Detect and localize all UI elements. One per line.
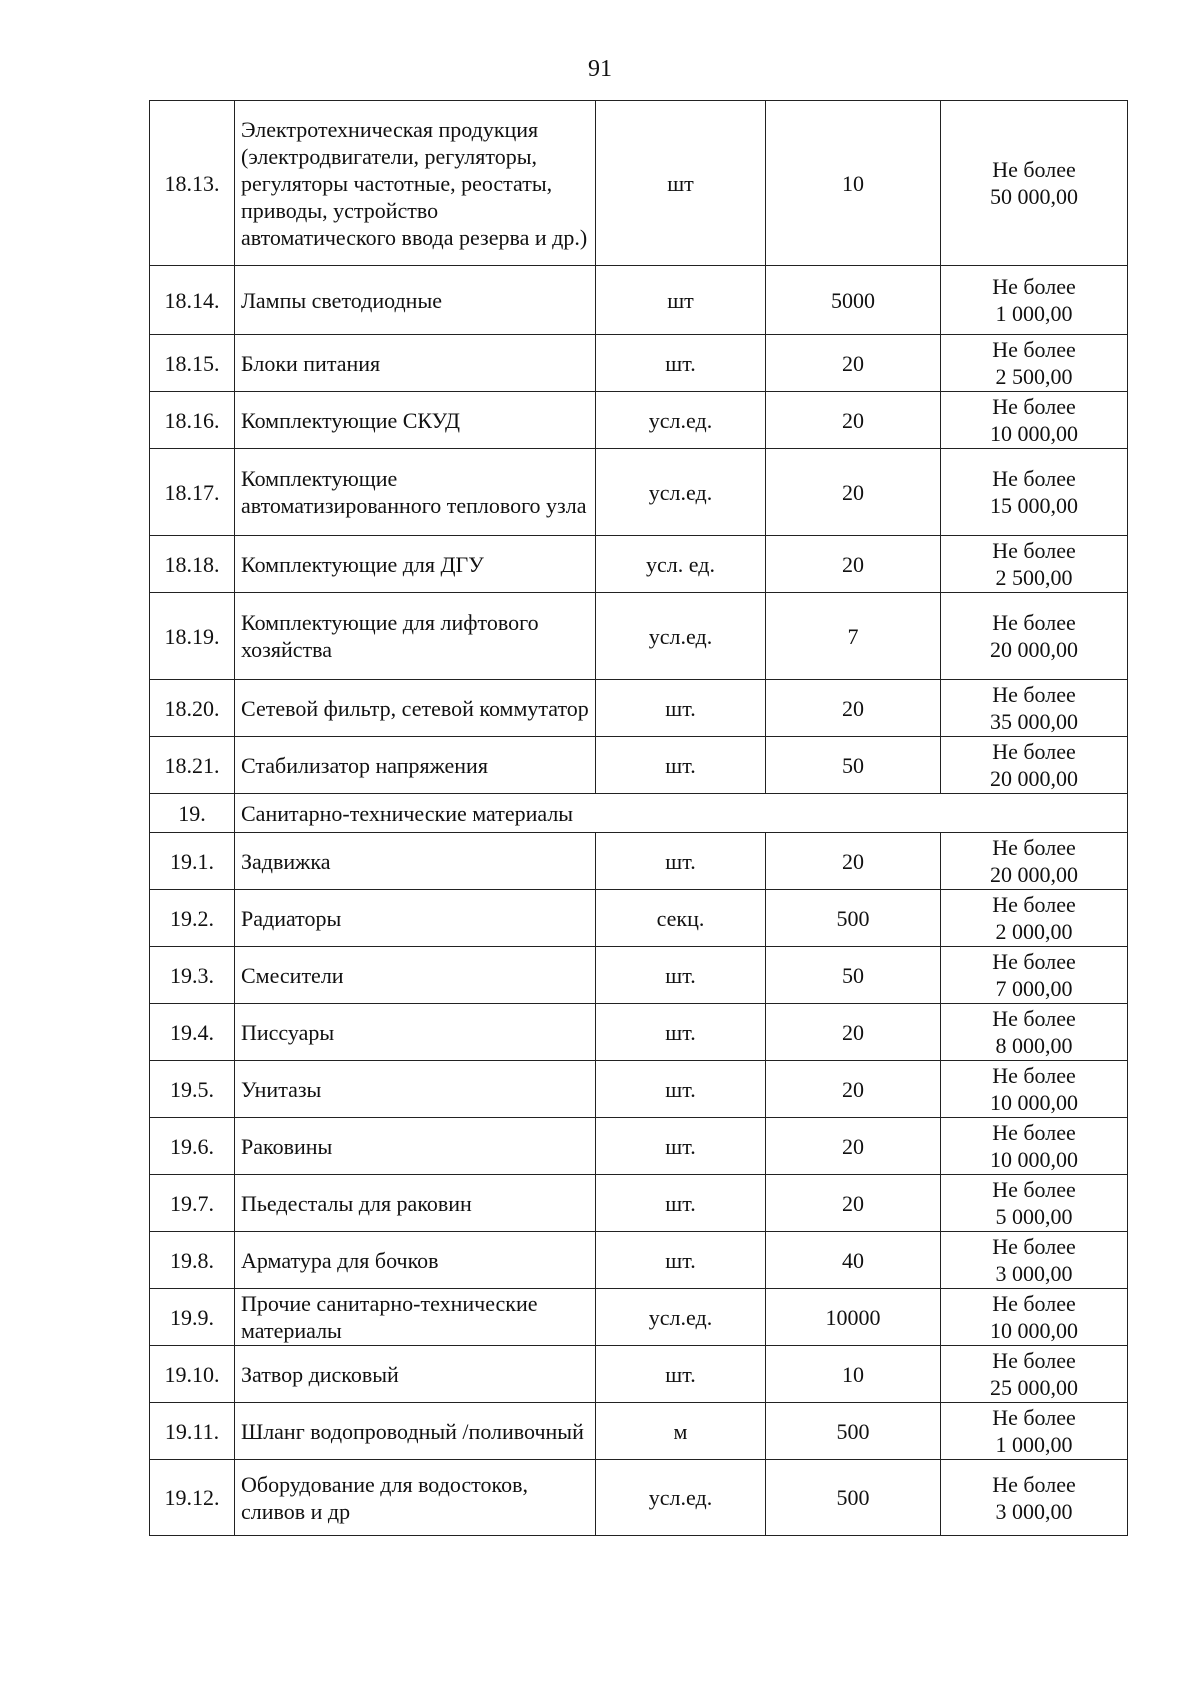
item-name: Писсуары xyxy=(235,1004,596,1061)
item-name: Радиаторы xyxy=(235,890,596,947)
row-number: 18.20. xyxy=(150,680,235,737)
item-unit: шт xyxy=(596,266,766,335)
item-price xyxy=(941,335,1128,392)
item-unit: шт. xyxy=(596,947,766,1004)
price-value: 2 500,00 xyxy=(995,565,1073,590)
item-name: Лампы светодиодные xyxy=(235,266,596,335)
price-value: 10 000,00 xyxy=(990,1318,1078,1343)
item-price xyxy=(941,1232,1128,1289)
item-name: Унитазы xyxy=(235,1061,596,1118)
item-name: Шланг водопроводный /поливочный xyxy=(235,1403,596,1460)
price-value: 10 000,00 xyxy=(990,421,1078,446)
item-unit: шт xyxy=(596,101,766,266)
item-price xyxy=(941,1346,1128,1403)
item-quantity: 20 xyxy=(766,680,941,737)
price-value: 20 000,00 xyxy=(990,637,1078,662)
item-unit: шт. xyxy=(596,1175,766,1232)
price-value: 20 000,00 xyxy=(990,766,1078,791)
price-value: 50 000,00 xyxy=(990,184,1078,209)
table-row xyxy=(150,680,1128,737)
item-quantity: 20 xyxy=(766,536,941,593)
item-unit: шт. xyxy=(596,1232,766,1289)
item-name: Арматура для бочков xyxy=(235,1232,596,1289)
price-label: Не более xyxy=(992,1348,1076,1373)
row-number: 18.14. xyxy=(150,266,235,335)
item-unit: усл. ед. xyxy=(596,536,766,593)
item-quantity: 7 xyxy=(766,593,941,680)
table-row xyxy=(150,737,1128,794)
price-table xyxy=(149,100,1128,1536)
section-row xyxy=(150,794,1128,833)
item-name: Прочие санитарно-технические материалы xyxy=(235,1289,596,1346)
item-quantity: 10 xyxy=(766,101,941,266)
item-price xyxy=(941,947,1128,1004)
item-unit: усл.ед. xyxy=(596,593,766,680)
item-unit: усл.ед. xyxy=(596,1289,766,1346)
item-unit: м xyxy=(596,1403,766,1460)
row-number: 18.17. xyxy=(150,449,235,536)
price-label: Не более xyxy=(992,1120,1076,1145)
item-quantity: 20 xyxy=(766,392,941,449)
item-price xyxy=(941,1289,1128,1346)
row-number: 18.21. xyxy=(150,737,235,794)
item-price xyxy=(941,392,1128,449)
item-quantity: 20 xyxy=(766,1118,941,1175)
price-label: Не более xyxy=(992,1063,1076,1088)
table-body xyxy=(150,101,1128,1536)
price-value: 10 000,00 xyxy=(990,1090,1078,1115)
item-price xyxy=(941,593,1128,680)
item-price xyxy=(941,737,1128,794)
item-name: Комплектующие СКУД xyxy=(235,392,596,449)
item-price xyxy=(941,890,1128,947)
item-name: Смесители xyxy=(235,947,596,1004)
item-unit: усл.ед. xyxy=(596,449,766,536)
item-name: Комплектующие автоматизированного теплового узла xyxy=(235,449,596,536)
item-name: Комплектующие для ДГУ xyxy=(235,536,596,593)
item-unit: шт. xyxy=(596,1118,766,1175)
price-label: Не более xyxy=(992,1405,1076,1430)
price-value: 5 000,00 xyxy=(995,1204,1073,1229)
table-row xyxy=(150,593,1128,680)
price-value: 2 500,00 xyxy=(995,364,1073,389)
item-unit: шт. xyxy=(596,737,766,794)
price-label: Не более xyxy=(992,466,1076,491)
price-value: 10 000,00 xyxy=(990,1147,1078,1172)
item-price xyxy=(941,101,1128,266)
price-value: 1 000,00 xyxy=(995,301,1073,326)
item-unit: секц. xyxy=(596,890,766,947)
price-label: Не более xyxy=(992,1471,1076,1497)
row-number: 18.18. xyxy=(150,536,235,593)
item-quantity: 500 xyxy=(766,1460,941,1536)
row-number: 19.11. xyxy=(150,1403,235,1460)
item-name: Блоки питания xyxy=(235,335,596,392)
item-quantity: 500 xyxy=(766,1403,941,1460)
price-value: 1 000,00 xyxy=(995,1432,1073,1457)
price-label: Не более xyxy=(992,157,1076,182)
price-value: 3 000,00 xyxy=(995,1261,1073,1286)
price-label: Не более xyxy=(992,538,1076,563)
table-row xyxy=(150,101,1128,266)
price-label: Не более xyxy=(992,1291,1076,1316)
section-number: 19. xyxy=(150,794,235,833)
item-quantity: 20 xyxy=(766,833,941,890)
item-name: Стабилизатор напряжения xyxy=(235,737,596,794)
table-row xyxy=(150,1346,1128,1403)
item-price xyxy=(941,1118,1128,1175)
item-name: Электротехническая продукция (электродвигатели, регуляторы, регуляторы частотные, реостаты, приводы, устройство автоматического ввода резерва и др.) xyxy=(235,101,596,266)
item-quantity: 10000 xyxy=(766,1289,941,1346)
table-row xyxy=(150,392,1128,449)
item-quantity: 20 xyxy=(766,1004,941,1061)
item-price xyxy=(941,1460,1128,1536)
row-number: 19.9. xyxy=(150,1289,235,1346)
item-quantity: 500 xyxy=(766,890,941,947)
price-label: Не более xyxy=(992,1234,1076,1259)
row-number: 19.5. xyxy=(150,1061,235,1118)
item-price xyxy=(941,266,1128,335)
row-number: 19.4. xyxy=(150,1004,235,1061)
table-row xyxy=(150,266,1128,335)
price-value: 15 000,00 xyxy=(990,493,1078,518)
price-label: Не более xyxy=(992,1177,1076,1202)
price-value: 3 000,00 xyxy=(995,1498,1073,1524)
price-label: Не более xyxy=(992,835,1076,860)
item-price xyxy=(941,1175,1128,1232)
item-name: Раковины xyxy=(235,1118,596,1175)
price-label: Не более xyxy=(992,337,1076,362)
item-unit: шт. xyxy=(596,335,766,392)
item-unit: усл.ед. xyxy=(596,392,766,449)
price-value: 2 000,00 xyxy=(995,919,1073,944)
item-unit: шт. xyxy=(596,1061,766,1118)
item-price xyxy=(941,1004,1128,1061)
table-row xyxy=(150,536,1128,593)
row-number: 18.16. xyxy=(150,392,235,449)
price-value: 7 000,00 xyxy=(995,976,1073,1001)
row-number: 18.15. xyxy=(150,335,235,392)
section-title: Санитарно-технические материалы xyxy=(235,794,1128,833)
row-number: 19.1. xyxy=(150,833,235,890)
item-price xyxy=(941,449,1128,536)
price-label: Не более xyxy=(992,394,1076,419)
row-number: 19.10. xyxy=(150,1346,235,1403)
item-unit: усл.ед. xyxy=(596,1460,766,1536)
row-number: 19.3. xyxy=(150,947,235,1004)
table-row xyxy=(150,1403,1128,1460)
item-quantity: 50 xyxy=(766,947,941,1004)
item-quantity: 20 xyxy=(766,1061,941,1118)
row-number: 19.12. xyxy=(150,1460,235,1536)
table-row xyxy=(150,1460,1128,1536)
page-number: 91 xyxy=(588,56,612,82)
row-number: 19.2. xyxy=(150,890,235,947)
item-quantity: 50 xyxy=(766,737,941,794)
table-row xyxy=(150,1118,1128,1175)
table-row xyxy=(150,833,1128,890)
table-row xyxy=(150,1004,1128,1061)
row-number: 18.19. xyxy=(150,593,235,680)
item-name: Пьедесталы для раковин xyxy=(235,1175,596,1232)
item-quantity: 40 xyxy=(766,1232,941,1289)
price-label: Не более xyxy=(992,682,1076,707)
item-name: Сетевой фильтр, сетевой коммутатор xyxy=(235,680,596,737)
item-quantity: 20 xyxy=(766,449,941,536)
price-value: 20 000,00 xyxy=(990,862,1078,887)
table-row xyxy=(150,890,1128,947)
item-price xyxy=(941,680,1128,737)
item-price xyxy=(941,833,1128,890)
price-label: Не более xyxy=(992,274,1076,299)
item-quantity: 5000 xyxy=(766,266,941,335)
price-label: Не более xyxy=(992,892,1076,917)
table-row xyxy=(150,1061,1128,1118)
price-value: 25 000,00 xyxy=(990,1375,1078,1400)
price-label: Не более xyxy=(992,949,1076,974)
item-name: Затвор дисковый xyxy=(235,1346,596,1403)
item-unit: шт. xyxy=(596,680,766,737)
row-number: 19.6. xyxy=(150,1118,235,1175)
item-unit: шт. xyxy=(596,833,766,890)
item-price xyxy=(941,1061,1128,1118)
table-row xyxy=(150,335,1128,392)
item-price xyxy=(941,536,1128,593)
table-row xyxy=(150,1232,1128,1289)
price-value: 35 000,00 xyxy=(990,709,1078,734)
item-name: Комплектующие для лифтового хозяйства xyxy=(235,593,596,680)
item-unit: шт. xyxy=(596,1346,766,1403)
row-number: 18.13. xyxy=(150,101,235,266)
price-value: 8 000,00 xyxy=(995,1033,1073,1058)
table-row xyxy=(150,1289,1128,1346)
row-number: 19.7. xyxy=(150,1175,235,1232)
price-label: Не более xyxy=(992,739,1076,764)
item-name: Задвижка xyxy=(235,833,596,890)
table-row xyxy=(150,449,1128,536)
price-label: Не более xyxy=(992,610,1076,635)
item-unit: шт. xyxy=(596,1004,766,1061)
table-row xyxy=(150,1175,1128,1232)
item-quantity: 20 xyxy=(766,335,941,392)
item-quantity: 10 xyxy=(766,1346,941,1403)
row-number: 19.8. xyxy=(150,1232,235,1289)
item-price xyxy=(941,1403,1128,1460)
table-row xyxy=(150,947,1128,1004)
item-name: Оборудование для водостоков, сливов и др xyxy=(235,1460,596,1536)
price-label: Не более xyxy=(992,1006,1076,1031)
item-quantity: 20 xyxy=(766,1175,941,1232)
